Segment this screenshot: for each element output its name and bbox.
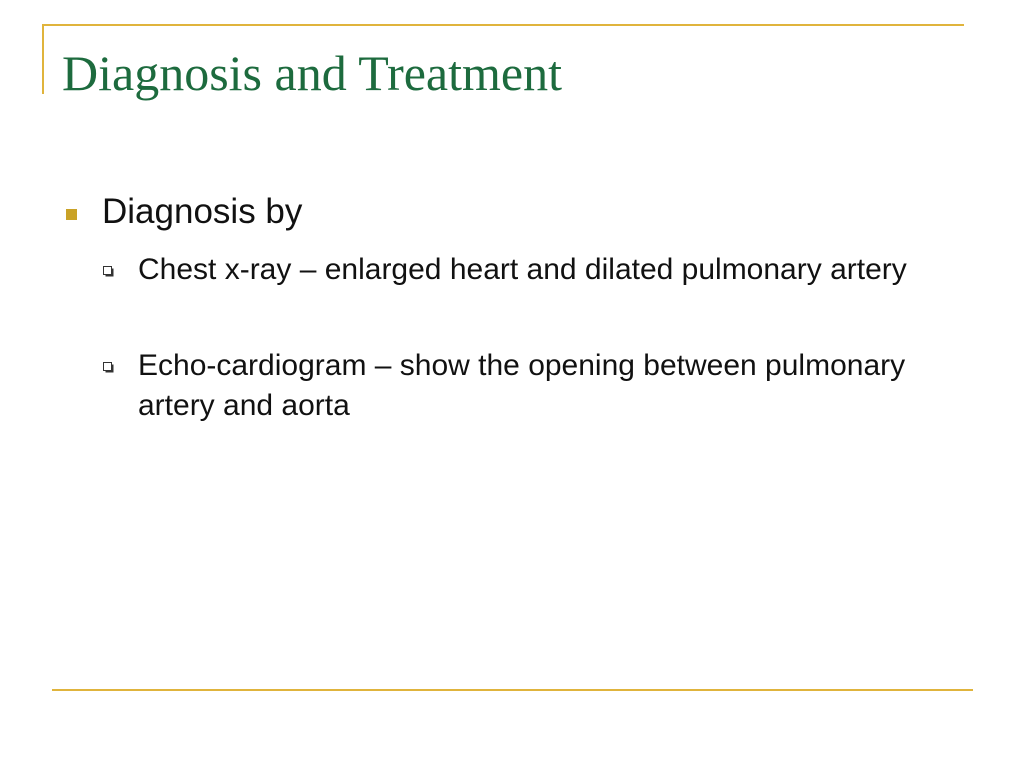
- bottom-accent-rule: [52, 689, 973, 691]
- hollow-square-bullet-icon: [103, 362, 112, 371]
- filled-square-bullet-icon: [66, 209, 77, 220]
- bullet-diagnosis-by: Diagnosis by: [102, 192, 303, 231]
- hollow-square-bullet-icon: [103, 266, 112, 275]
- sub-bullet-echo-cardiogram: Echo-cardiogram – show the opening between pulmonary artery and aorta: [138, 349, 906, 422]
- slide-title: Diagnosis and Treatment: [62, 45, 562, 101]
- sub-bullet-chest-xray: Chest x-ray – enlarged heart and dilated pulmonary artery: [138, 253, 907, 286]
- left-accent-rule: [42, 24, 44, 94]
- top-accent-rule: [42, 24, 964, 26]
